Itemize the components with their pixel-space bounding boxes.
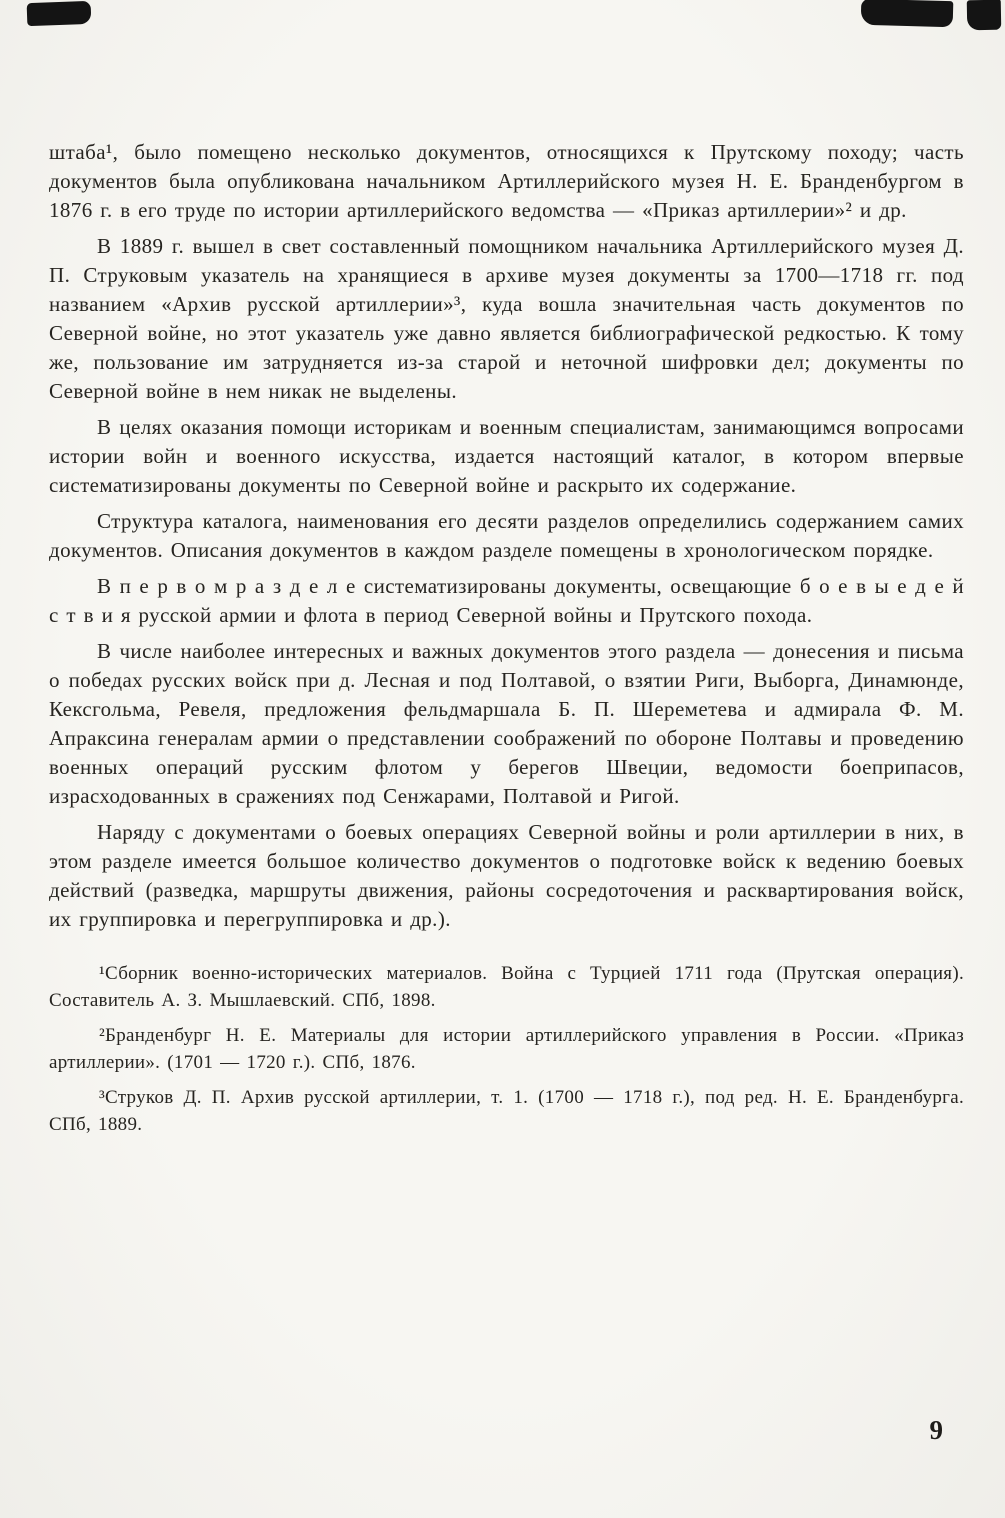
footnote: ³Струков Д. П. Архив русской артиллерии, т. 1. (1700 — 1718 г.), под ред. Н. Е. Бранденбурга. СПб, 1889. bbox=[49, 1087, 964, 1135]
scan-artifact-top-corner bbox=[967, 0, 1002, 30]
page-number: 9 bbox=[929, 1415, 943, 1445]
footnote: ¹Сборник военно-исторических материалов. Война с Турцией 1711 года (Прутская операция). Составитель А. З. Мышлаевский. СПб, 1898. bbox=[49, 963, 964, 1011]
body-paragraph: Структура каталога, наименования его десяти разделов определились содержанием самих документов. Описания документов в каждом разделе помещены в хронологическом порядке. bbox=[49, 509, 964, 562]
footnote: ²Бранденбург Н. Е. Материалы для истории артиллерийского управления в России. «Приказ артиллерии». (1701 — 1720 г.). СПб, 1876. bbox=[49, 1025, 964, 1073]
scan-artifact-top-right bbox=[861, 0, 954, 27]
text-block bbox=[49, 138, 964, 1138]
body-paragraph: Наряду с документами о боевых операциях Северной войны и роли артиллерии в них, в этом разделе имеется большое количество документов о подготовке войск к ведению боевых действий (разведка, маршруты движения, районы сосредоточения и расквартирования войск, их группировка и перегруппировка и др.). bbox=[49, 820, 964, 931]
body-paragraph: В п е р в о м р а з д е л е систематизированы документы, освещающие б о е в ы е д е й с т в и я русской армии и флота в период Северной войны и Прутского похода. bbox=[49, 574, 964, 627]
footnotes-section bbox=[49, 960, 964, 1138]
body-paragraph: В числе наиболее интересных и важных документов этого раздела — донесения и письма о победах русских войск при д. Лесная и под Полтавой, о взятии Риги, Выборга, Динамюнде, Кексгольма, Ревеля, предложения фельдмаршала Б. П. Шереметева и адмирала Ф. М. Апраксина генералам армии о представлении соображений по обороне Полтавы и проведению военных операций русским флотом у берегов Швеции, ведомости боеприпасов, израсходованных в сражениях под Сенжарами, Полтавой и Ригой. bbox=[49, 639, 964, 808]
body-paragraph: штаба¹, было помещено несколько документов, относящихся к Прутскому походу; часть документов была опубликована начальником Артиллерийского музея Н. Е. Бранденбургом в 1876 г. в его труде по истории артиллерийского ведомства — «Приказ артиллерии»² и др. bbox=[49, 140, 964, 222]
scan-artifact-top-left bbox=[27, 1, 92, 26]
body-paragraph: В целях оказания помощи историкам и военным специалистам, занимающимся вопросами истории войн и военного искусства, издается настоящий каталог, в котором впервые систематизированы документы по Северной войне и раскрыто их содержание. bbox=[49, 415, 964, 497]
body-paragraph: В 1889 г. вышел в свет составленный помощником начальника Артиллерийского музея Д. П. Струковым указатель на хранящиеся в архиве музея документы за 1700—1718 гг. под названием «Архив русской артиллерии»³, куда вошла значительная часть документов по Северной войне, но этот указатель уже давно является библиографической редкостью. К тому же, пользование им затрудняется из-за старой и неточной шифровки дел; документы по Северной войне в нем никак не выделены. bbox=[49, 234, 964, 403]
